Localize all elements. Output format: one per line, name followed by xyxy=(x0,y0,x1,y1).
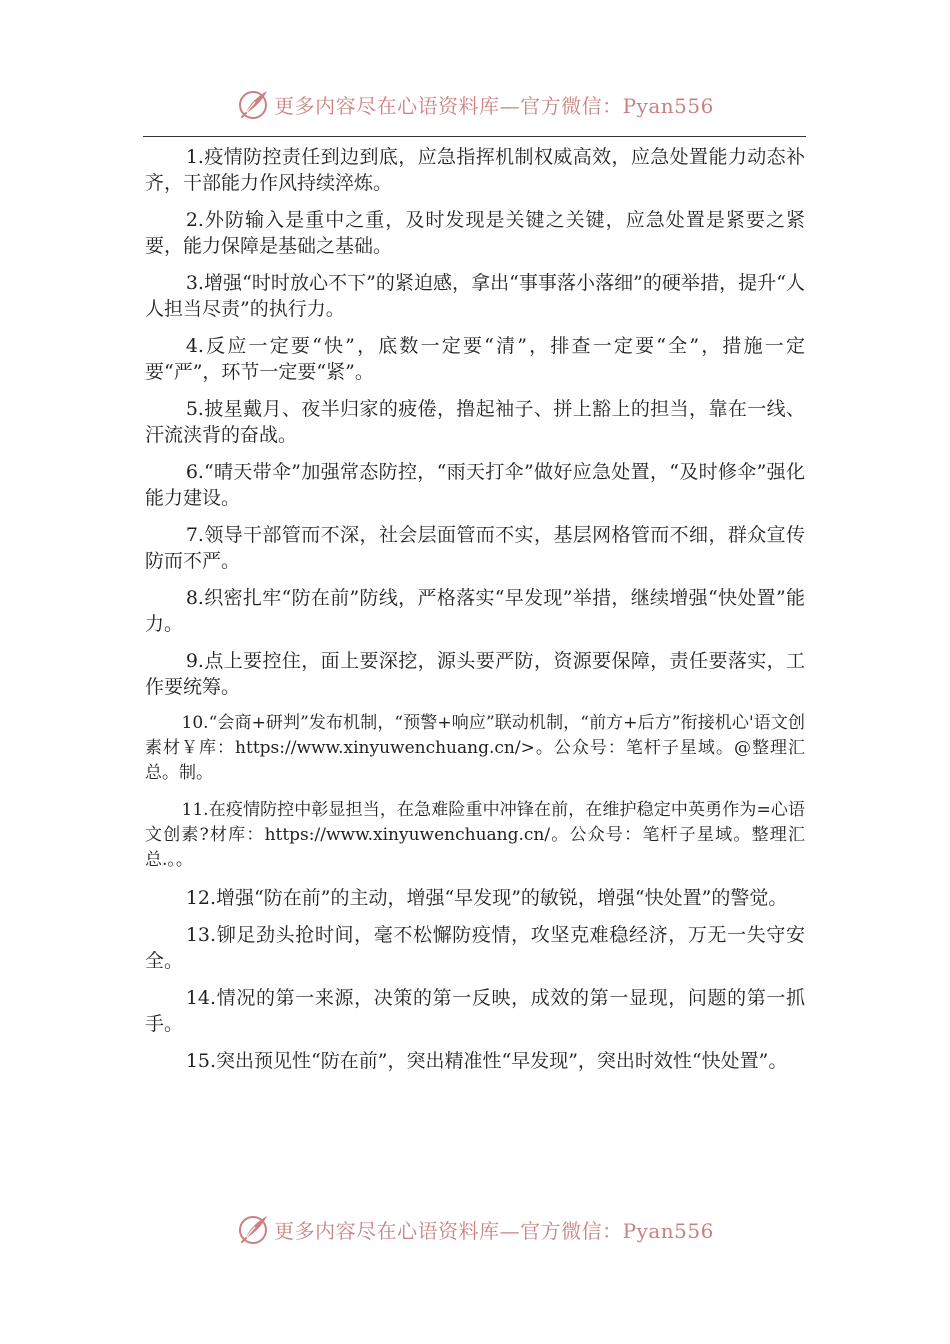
paragraph-6: 6.“晴天带伞”加强常态防控，“雨天打伞”做好应急处置，“及时修伞”强化能力建设。 xyxy=(145,461,805,509)
paragraph-9: 9.点上要控住，面上要深挖，源头要严防，资源要保障，责任要落实，工作要统筹。 xyxy=(145,650,805,698)
paragraph-3: 3.增强“时时放心不下”的紧迫感，拿出“事事落小落细”的硬举措，提升“人人担当尽责”的执行力。 xyxy=(145,272,805,320)
paragraph-2: 2.外防输入是重中之重，及时发现是关键之关键，应急处置是紧要之紧要，能力保障是基础之基础。 xyxy=(145,209,805,257)
paragraph-11: 11.在疫情防控中彰显担当，在急难险重中冲锋在前，在维护稳定中英勇作为=心语文创素?材库：https://www.xinyuwenchuang.cn/。公众号：笔杆子星域。整理汇总.。。 xyxy=(145,800,805,870)
paragraph-4: 4.反应一定要“快”，底数一定要“清”，排查一定要“全”，措施一定要“严”，环节一定要“紧”。 xyxy=(145,335,805,383)
paragraph-7: 7.领导干部管而不深，社会层面管而不实，基层网格管而不细，群众宣传防而不严。 xyxy=(145,524,805,572)
footer-banner xyxy=(0,1209,950,1249)
header-divider xyxy=(143,136,806,137)
header-banner-text: 更多内容尽在心语资料库—官方微信：Pyan556 xyxy=(274,93,714,118)
paragraph-15: 15.突出预见性“防在前”，突出精准性“早发现”，突出时效性“快处置”。 xyxy=(185,1050,788,1072)
paragraph-1: 1.疫情防控责任到边到底，应急指挥机制权威高效，应急处置能力动态补齐，干部能力作风持续淬炼。 xyxy=(145,146,805,194)
document-body xyxy=(145,144,805,1085)
quill-pen-logo-icon xyxy=(236,1212,270,1246)
header-banner-inner xyxy=(236,87,714,121)
paragraph-5: 5.披星戴月、夜半归家的疲倦，撸起袖子、拼上豁上的担当，靠在一线、汗流浃背的奋战。 xyxy=(145,398,805,446)
paragraph-14: 14.情况的第一来源，决策的第一反映，成效的第一显现，问题的第一抓手。 xyxy=(145,987,805,1035)
paragraph-8: 8.织密扎牢“防在前”防线，严格落实“早发现”举措，继续增强“快处置”能力。 xyxy=(145,587,805,635)
paragraph-13: 13.铆足劲头抢时间，毫不松懈防疫情，攻坚克难稳经济，万无一失守安全。 xyxy=(145,924,805,972)
paragraph-10: 10.“会商+研判”发布机制，“预警+响应”联动机制，“前方+后方”衔接机心'语文创素材￥库：https://www.xinyuwenchuang.cn/>。公众号：笔杆子星域。@整理汇总。制。 xyxy=(145,713,805,783)
footer-banner-text: 更多内容尽在心语资料库—官方微信：Pyan556 xyxy=(274,1218,714,1243)
quill-pen-logo-icon xyxy=(236,87,270,121)
footer-banner-inner xyxy=(236,1212,714,1246)
header-banner xyxy=(0,84,950,124)
paragraph-12: 12.增强“防在前”的主动，增强“早发现”的敏锐，增强“快处置”的警觉。 xyxy=(185,887,788,909)
